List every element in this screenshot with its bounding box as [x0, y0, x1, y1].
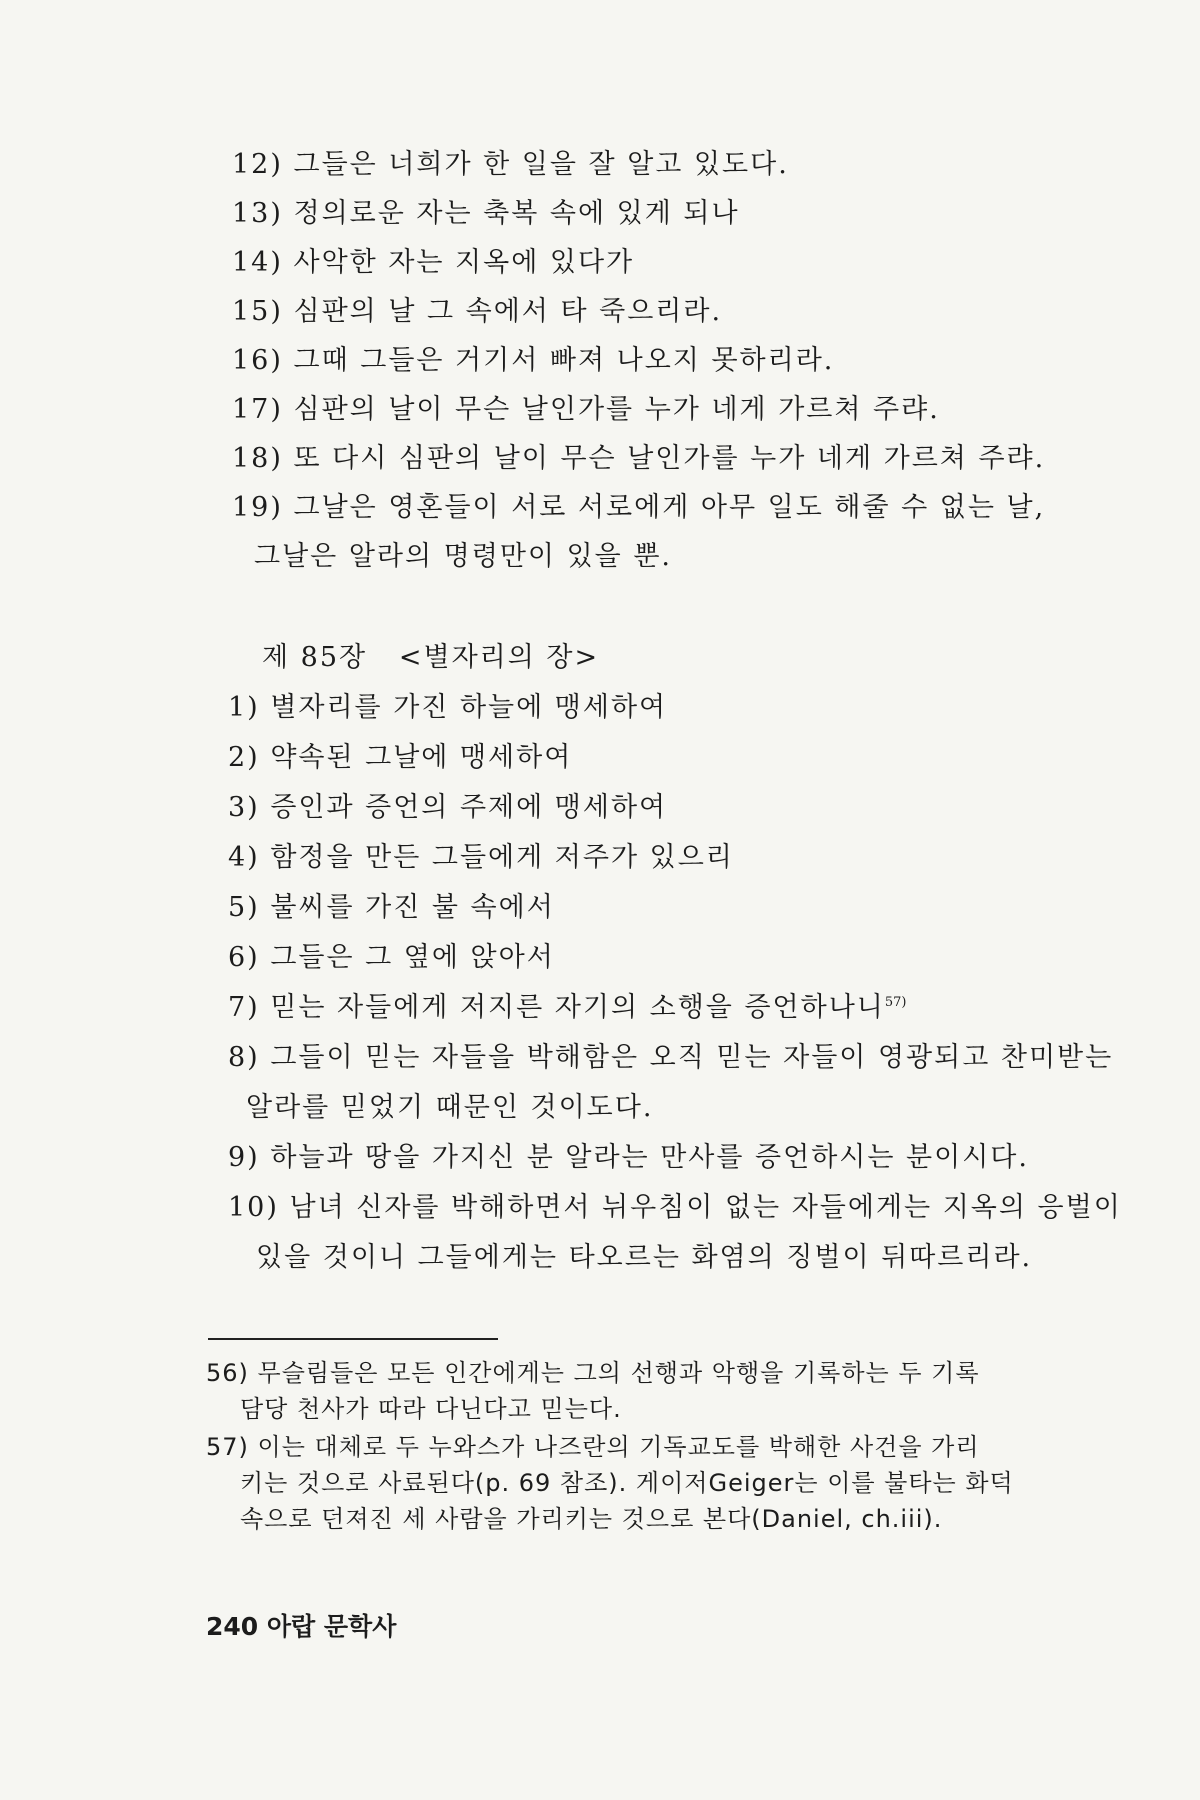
verse-line: 2) 약속된 그날에 맹세하여: [228, 742, 573, 773]
verse-continuation: 알라를 믿었기 때문인 것이도다.: [246, 1092, 654, 1123]
verse-line: 9) 하늘과 땅을 가지신 분 알라는 만사를 증언하시는 분이시다.: [228, 1142, 1029, 1173]
verse-line: 14) 사악한 자는 지옥에 있다가: [232, 247, 635, 278]
footnote-line: 키는 것으로 사료된다(p. 69 참조). 게이저Geiger는 이를 불타는 화덕: [240, 1469, 1014, 1497]
footnote-divider: [208, 1338, 498, 1340]
verse-line: 8) 그들이 믿는 자들을 박해함은 오직 믿는 자들이 영광되고 찬미받는: [228, 1042, 1114, 1073]
footnote-line: 담당 천사가 따라 다닌다고 믿는다.: [240, 1395, 622, 1423]
verse-line: 15) 심판의 날 그 속에서 타 죽으리라.: [232, 296, 723, 327]
verse-line: 13) 정의로운 자는 축복 속에 있게 되나: [232, 198, 740, 229]
footnote-line: 56) 무슬림들은 모든 인간에게는 그의 선행과 악행을 기록하는 두 기록: [206, 1359, 980, 1387]
footnote-line: 속으로 던져진 세 사람을 가리키는 것으로 본다(Daniel, ch.iii).: [240, 1505, 943, 1533]
verse-line: 10) 남녀 신자를 박해하면서 뉘우침이 없는 자들에게는 지옥의 응벌이: [228, 1192, 1122, 1223]
page-footer: 240 아랍 문학사: [206, 1612, 397, 1641]
footnote-line: 57) 이는 대체로 두 누와스가 나즈란의 기독교도를 박해한 사건을 가리: [206, 1433, 980, 1461]
chapter-number: 제 85장: [262, 642, 368, 673]
verse-line: 12) 그들은 너희가 한 일을 잘 알고 있도다.: [232, 149, 789, 180]
verse-line: 19) 그날은 영혼들이 서로 서로에게 아무 일도 해줄 수 없는 날,: [232, 492, 1046, 523]
verse-line: 17) 심판의 날이 무슨 날인가를 누가 네게 가르쳐 주랴.: [232, 394, 940, 425]
verse-line: 18) 또 다시 심판의 날이 무슨 날인가를 누가 네게 가르쳐 주랴.: [232, 443, 1046, 474]
verse-line: 16) 그때 그들은 거기서 빠져 나오지 못하리라.: [232, 345, 835, 376]
footnote-ref: 57): [884, 995, 907, 1010]
verse-line: 5) 불씨를 가진 불 속에서: [228, 892, 555, 923]
verse-continuation: 그날은 알라의 명령만이 있을 뿐.: [254, 541, 672, 572]
verse-line: 6) 그들은 그 옆에 앉아서: [228, 942, 555, 973]
verse-line: 7) 믿는 자들에게 저지른 자기의 소행을 증언하나니$^{57)}$: [228, 992, 907, 1023]
chapter-heading: [262, 640, 599, 676]
verse-line: 3) 증인과 증언의 주제에 맹세하여: [228, 792, 668, 823]
verse-continuation: 있을 것이니 그들에게는 타오르는 화염의 징벌이 뒤따르리라.: [256, 1242, 1033, 1273]
chapter-title: <별자리의 장>: [398, 642, 600, 673]
verse-line: 1) 별자리를 가진 하늘에 맹세하여: [228, 692, 668, 723]
verse-line: 4) 함정을 만든 그들에게 저주가 있으리: [228, 842, 734, 873]
